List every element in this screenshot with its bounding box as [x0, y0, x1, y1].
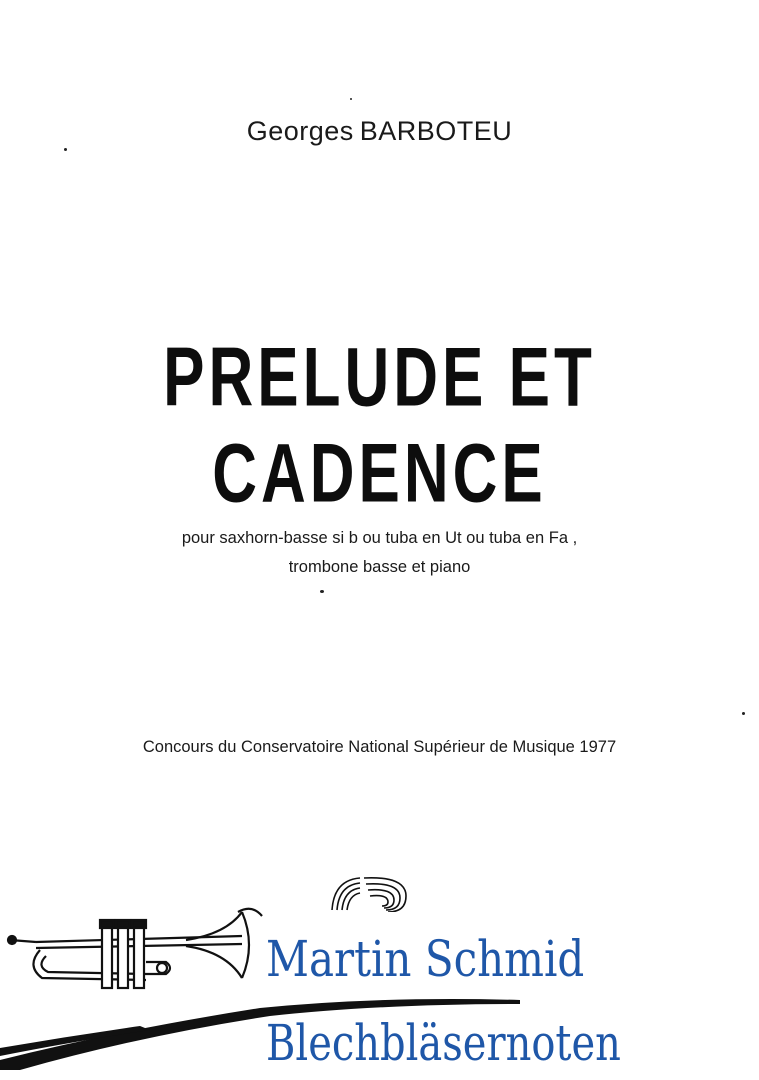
scan-speck	[350, 98, 352, 100]
scan-speck	[64, 148, 67, 151]
concours-note: Concours du Conservatoire National Supérieur de Musique 1977	[142, 738, 617, 756]
trumpet-icon	[6, 906, 266, 1026]
publisher-waves-logo	[328, 872, 410, 912]
instrumentation	[0, 524, 759, 582]
scan-speck	[320, 590, 324, 593]
instrumentation-line-1: pour saxhorn-basse si b ou tuba en Ut ou tuba en Fa ,	[181, 529, 578, 547]
composer-name	[0, 116, 759, 147]
composer-last-name: BARBOTEU	[359, 116, 513, 146]
scan-speck	[742, 712, 745, 715]
shop-watermark-name: Martin Schmid	[266, 930, 585, 988]
page-title: PRELUDE ET CADENCE	[163, 331, 596, 521]
composer-first-name: Georges	[246, 116, 354, 146]
instrumentation-line-2: trombone basse et piano	[288, 558, 471, 576]
shop-watermark-subtitle: Blechbläsernoten	[266, 1014, 621, 1072]
